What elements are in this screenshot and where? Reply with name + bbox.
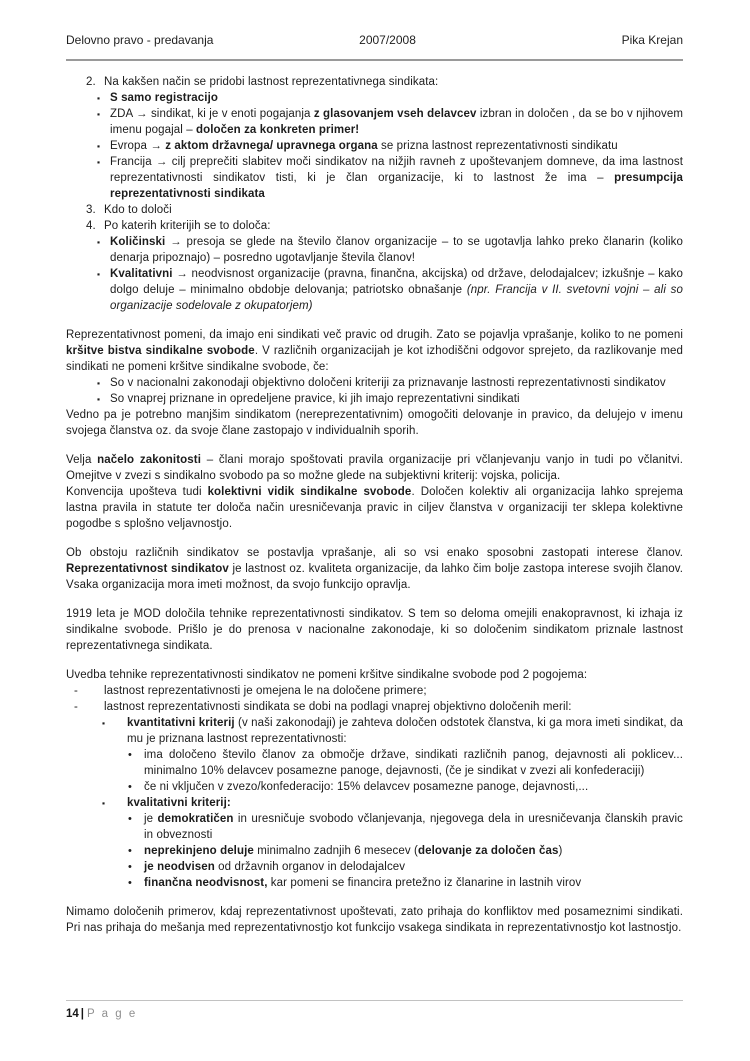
text-run-group: Konvencija upošteva tudi kolektivni vidik sindikalne svobode. Določen kolektiv ali organizacija lahko sprejema lastna pravila in statute ter določa način uresničevanja pravic in ciljev članstva v organizaciji ter sklepa kolektivne pogodbe s splošno veljavnostjo. (66, 486, 683, 530)
text-run-group: Kvalitativni → neodvisnost organizacije (pravna, finančna, akcijska) od države, delodajalcev; izkušnje – kako dolgo deluje – minimalno obdobje delovanja; patriotsko obnašanje (npr. Francija v II. svetovni vojni – ali so organizacije sodelovale z okupatorjem) (110, 268, 683, 312)
list-marker: ▪ (97, 378, 101, 388)
text-run-group: Francija → cilj preprečiti slabitev moči sindikatov na nižjih ravneh z upoštevanjem domneve, da ima lastnost reprezentativnosti sindikatov tisti, ki je član organizacije, ki to lastnost že ima – presumpcija reprezentativnosti sindikata (110, 156, 683, 200)
list-marker: ▪ (97, 109, 101, 119)
list-item (66, 202, 683, 218)
list-marker: ▪ (97, 237, 101, 247)
text-run-group: finančna neodvisnost, kar pomeni se financira pretežno iz članarine in lastnih virov (144, 877, 582, 889)
text-run-group: So vnaprej priznane in opredeljene pravice, ki jih imajo reprezentativni sindikati (110, 393, 520, 405)
paragraph (66, 667, 683, 683)
list-item (66, 699, 683, 715)
list-item (66, 154, 683, 202)
list-marker: ▪ (97, 394, 101, 404)
list-marker: ▪ (102, 798, 106, 808)
list-marker: ▪ (97, 141, 101, 151)
text-run-group: Ob obstoju različnih sindikatov se postavlja vprašanje, ali so vsi enako sposobni zastopati interese članov. Reprezentativnost sindikatov je lastnost oz. kvaliteta organizacije, da lahko čim bolje zastopa interese svojih članov. Vsaka organizacija mora imeti možnost, da svojo funkcijo opravlja. (66, 547, 684, 591)
text-run-group: Na kakšen način se pridobi lastnost reprezentativnega sindikata: (104, 76, 439, 88)
list-item (66, 683, 683, 699)
text-run-group: lastnost reprezentativnosti je omejena le na določene primere; (104, 685, 427, 697)
text-run-group: Reprezentativnost pomeni, da imajo eni sindikati več pravic od drugih. Zato se pojavlja vprašanje, koliko to ne pomeni kršitve bistva sindikalne svobode. V različnih organizacijah je kot izhodiščni odgovor sprejeto, da razlikovanje med sindikati ne pomeni kršitve sindikalne svobode, če: (66, 329, 683, 373)
list-item (66, 747, 683, 779)
text-run-group: če ni vključen v zvezo/konfederacijo: 15% delavcev posamezne panoge, dejavnosti,... (144, 781, 589, 793)
paragraph (66, 904, 683, 936)
list-marker: • (128, 749, 132, 761)
text-run-group: ZDA → sindikat, ki je v enoti pogajanja z glasovanjem vseh delavcev izbran in določen , da se bo v njihovem imenu pogajal – določen za konkreten primer! (110, 108, 684, 136)
text-run-group: kvalitativni kriterij: (127, 797, 231, 809)
paragraph (66, 545, 683, 593)
paragraph (66, 606, 683, 654)
list-item (66, 74, 683, 90)
list-item (66, 715, 683, 747)
text-run-group: 1919 leta je MOD določila tehnike reprezentativnosti sindikatov. S tem so deloma omejili enakopravnost, ki izhaja iz sindikalne svobode. Prišlo je do prenosa v nacionalne zakonodaje, ki so določenim sindikatom priznale lastnost reprezentativnega sindikata. (66, 608, 683, 652)
paragraph (66, 484, 683, 532)
text-run-group: Evropa → z aktom državnega/ upravnega organa se prizna lastnost reprezentativnosti sindikatu (110, 140, 618, 152)
footer-separator: | (80, 1008, 85, 1020)
list-item (66, 859, 683, 875)
list-marker: • (128, 877, 132, 889)
text-run-group: Velja načelo zakonitosti – člani morajo spoštovati pravila organizacije pri včlanjevanju vanjo in tudi po včlanitvi. Omejitve v zvezi s sindikalno svobodo pa so možne glede na subjektivni kriterij: vojska, policija. (66, 454, 683, 482)
list-marker: - (74, 701, 78, 713)
paragraph (66, 407, 683, 439)
paragraph (66, 452, 683, 484)
text-run-group: Nimamo določenih primerov, kdaj reprezentativnost upoštevati, zato prihaja do konfliktov med posameznimi sindikati. Pri nas prihaja do mešanja med reprezentativnostjo kot funkcijo vsakega sindikata in reprezentativnostjo kot lastnostjo. (66, 906, 683, 934)
list-item (66, 266, 683, 314)
header-academic-year: 2007/2008 (359, 33, 416, 47)
text-run-group: ima določeno število članov za območje države, sindikati različnih panog, dejavnosti ali poklicev... minimalno 10% delavcev posamezne panoge, dejavnosti, (če je sindikat v zvezi ali konfederaciji) (144, 749, 683, 777)
list-marker: ▪ (97, 269, 101, 279)
list-item (66, 843, 683, 859)
list-marker: 2. (86, 76, 96, 88)
list-marker: ▪ (102, 718, 106, 728)
list-item (66, 106, 683, 138)
text-run-group: neprekinjeno deluje minimalno zadnjih 6 mesecev (delovanje za določen čas) (144, 845, 563, 857)
header-course-title: Delovno pravo - predavanja (66, 33, 214, 47)
document-body (66, 74, 683, 936)
footer-page-label: P a g e (87, 1008, 138, 1020)
list-item (66, 795, 683, 811)
text-run-group: S samo registracijo (110, 92, 218, 104)
list-item (66, 375, 683, 391)
text-run-group: Kdo to določi (104, 204, 172, 216)
list-item (66, 811, 683, 843)
list-item (66, 779, 683, 795)
list-marker: • (128, 813, 132, 825)
list-item (66, 391, 683, 407)
list-marker: - (74, 685, 78, 697)
paragraph (66, 327, 683, 375)
header-author: Pika Krejan (621, 33, 683, 47)
list-item (66, 90, 683, 106)
list-marker: • (128, 781, 132, 793)
list-marker: • (128, 861, 132, 873)
list-marker: ▪ (97, 93, 101, 103)
text-run-group: Količinski → presoja se glede na število članov organizacije – to se ugotavlja lahko preko članarin (koliko denarja pripoznajo) – posredno ugotavljanje števila članov! (110, 236, 683, 264)
page-number: 14 (66, 1008, 79, 1020)
text-run-group: Uvedba tehnike reprezentativnosti sindikatov ne pomeni kršitve sindikalne svobode pod 2 pogojema: (66, 669, 588, 681)
list-marker: 4. (86, 220, 96, 232)
list-item (66, 138, 683, 154)
text-run-group: So v nacionalni zakonodaji objektivno določeni kriteriji za priznavanje lastnosti reprezentativnosti sindikatov (110, 377, 666, 389)
text-run-group: je demokratičen in uresničuje svobodo včlanjevanja, njegovega dela in uresničevanja članskih pravic in obveznosti (144, 813, 683, 841)
page-footer (66, 1000, 683, 1020)
text-run-group: Po katerih kriterijih se to določa: (104, 220, 271, 232)
list-marker: ▪ (97, 157, 101, 167)
text-run-group: Vedno pa je potrebno manjšim sindikatom (nereprezentativnim) omogočiti delovanje in pravico, da delujejo v imenu svojega članstva oz. da svoje člane zastopajo v individualnih sporih. (66, 409, 683, 437)
text-run-group: kvantitativni kriterij (v naši zakonodaji) je zahteva določen odstotek članstva, ki ga mora imeti sindikat, da mu je priznana lastnost reprezentativnosti: (127, 717, 683, 745)
text-run-group: je neodvisen od državnih organov in delodajalcev (144, 861, 406, 873)
list-item (66, 234, 683, 266)
list-item (66, 218, 683, 234)
page-header (66, 0, 683, 61)
list-marker: 3. (86, 204, 96, 216)
list-item (66, 875, 683, 891)
text-run-group: lastnost reprezentativnosti sindikata se dobi na podlagi vnaprej objektivno določenih meril: (104, 701, 572, 713)
list-marker: • (128, 845, 132, 857)
